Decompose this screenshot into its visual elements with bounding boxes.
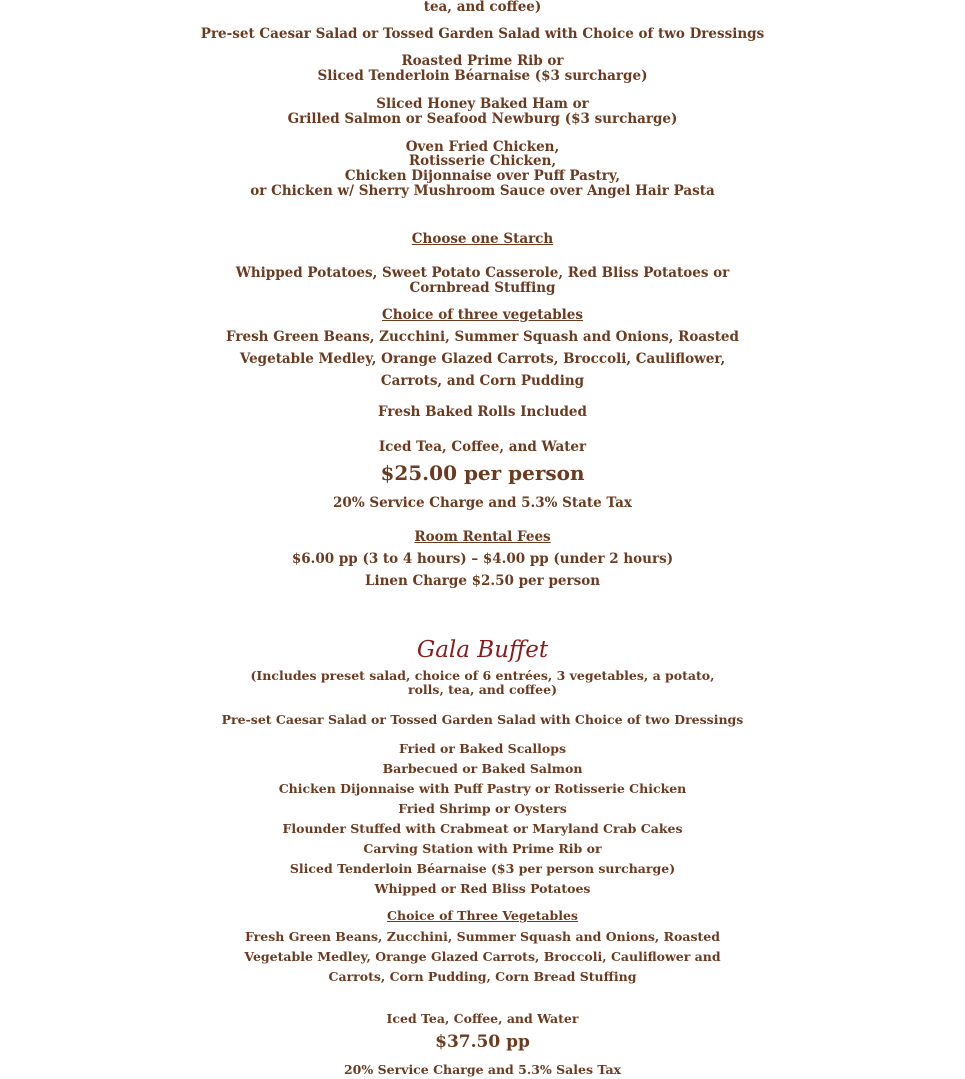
- entree-chicken-line-1: Oven Fried Chicken,: [405, 139, 560, 155]
- entree-chicken-line-2: Rotisserie Chicken,: [408, 153, 557, 169]
- gala-vegetables-line-2: Vegetable Medley, Orange Glazed Carrots, Broccoli, Cauliflower and: [244, 949, 721, 964]
- starch-line-2: Cornbread Stuffing: [409, 280, 556, 296]
- entree-ham-line-1: Sliced Honey Baked Ham or: [376, 96, 589, 112]
- vegetables-line-2: Vegetable Medley, Orange Glazed Carrots, Broccoli, Cauliflower,: [239, 351, 726, 367]
- gala-item: Sliced Tenderloin Béarnaise ($3 per person surcharge): [289, 861, 676, 876]
- gala-item: Barbecued or Baked Salmon: [382, 761, 583, 776]
- vegetables-line-1: Fresh Green Beans, Zucchini, Summer Squash and Onions, Roasted: [226, 329, 739, 345]
- menu-top-cut-line: tea, and coffee): [423, 0, 542, 15]
- menu-salad-line: Pre-set Caesar Salad or Tossed Garden Salad with Choice of two Dressings: [200, 26, 765, 42]
- gala-service-charge-line: 20% Service Charge and 5.3% Sales Tax: [343, 1062, 621, 1077]
- gala-buffet-title: Gala Buffet: [416, 637, 549, 663]
- gala-vegetables-line-1: Fresh Green Beans, Zucchini, Summer Squash and Onions, Roasted: [245, 929, 720, 944]
- gala-price-line: $37.50 pp: [435, 1032, 530, 1052]
- drinks-line: Iced Tea, Coffee, and Water: [378, 439, 587, 455]
- entree-chicken-line-3: Chicken Dijonnaise over Puff Pastry,: [344, 168, 621, 184]
- linen-charge-line: Linen Charge $2.50 per person: [364, 573, 601, 589]
- entree-prime-line-1: Roasted Prime Rib or: [401, 53, 564, 69]
- price-line: $25.00 per person: [380, 461, 585, 485]
- vegetables-line-3: Carrots, and Corn Pudding: [380, 373, 585, 389]
- vegetables-heading: Choice of three vegetables: [382, 307, 583, 323]
- rolls-line: Fresh Baked Rolls Included: [378, 404, 587, 420]
- entree-ham-line-2: Grilled Salmon or Seafood Newburg ($3 surcharge): [287, 111, 678, 127]
- gala-item: Chicken Dijonnaise with Puff Pastry or Rotisserie Chicken: [278, 781, 687, 796]
- gala-item: Carving Station with Prime Rib or: [363, 841, 602, 856]
- entree-chicken-line-4: or Chicken w/ Sherry Mushroom Sauce over Angel Hair Pasta: [250, 183, 715, 199]
- gala-includes-line-2: rolls, tea, and coffee): [408, 682, 557, 697]
- gala-vegetables-heading: Choice of Three Vegetables: [387, 908, 578, 923]
- gala-includes-line-1: (Includes preset salad, choice of 6 entrées, 3 vegetables, a potato,: [250, 668, 715, 683]
- gala-salad-line: Pre-set Caesar Salad or Tossed Garden Salad with Choice of two Dressings: [221, 712, 744, 727]
- room-fee-line: $6.00 pp (3 to 4 hours) – $4.00 pp (under 2 hours): [291, 551, 674, 567]
- entree-prime-line-2: Sliced Tenderloin Béarnaise ($3 surcharge): [317, 68, 648, 84]
- gala-item: Fried Shrimp or Oysters: [398, 801, 567, 816]
- starch-line-1: Whipped Potatoes, Sweet Potato Casserole, Red Bliss Potatoes or: [235, 265, 730, 281]
- gala-item: Whipped or Red Bliss Potatoes: [374, 881, 591, 896]
- gala-item: Flounder Stuffed with Crabmeat or Maryland Crab Cakes: [282, 821, 683, 836]
- gala-vegetables-line-3: Carrots, Corn Pudding, Corn Bread Stuffing: [328, 969, 637, 984]
- room-rental-heading: Room Rental Fees: [414, 529, 551, 545]
- starch-heading: Choose one Starch: [411, 231, 554, 247]
- gala-drinks-line: Iced Tea, Coffee, and Water: [386, 1011, 579, 1026]
- gala-item: Fried or Baked Scallops: [398, 741, 567, 756]
- service-charge-line: 20% Service Charge and 5.3% State Tax: [333, 495, 632, 511]
